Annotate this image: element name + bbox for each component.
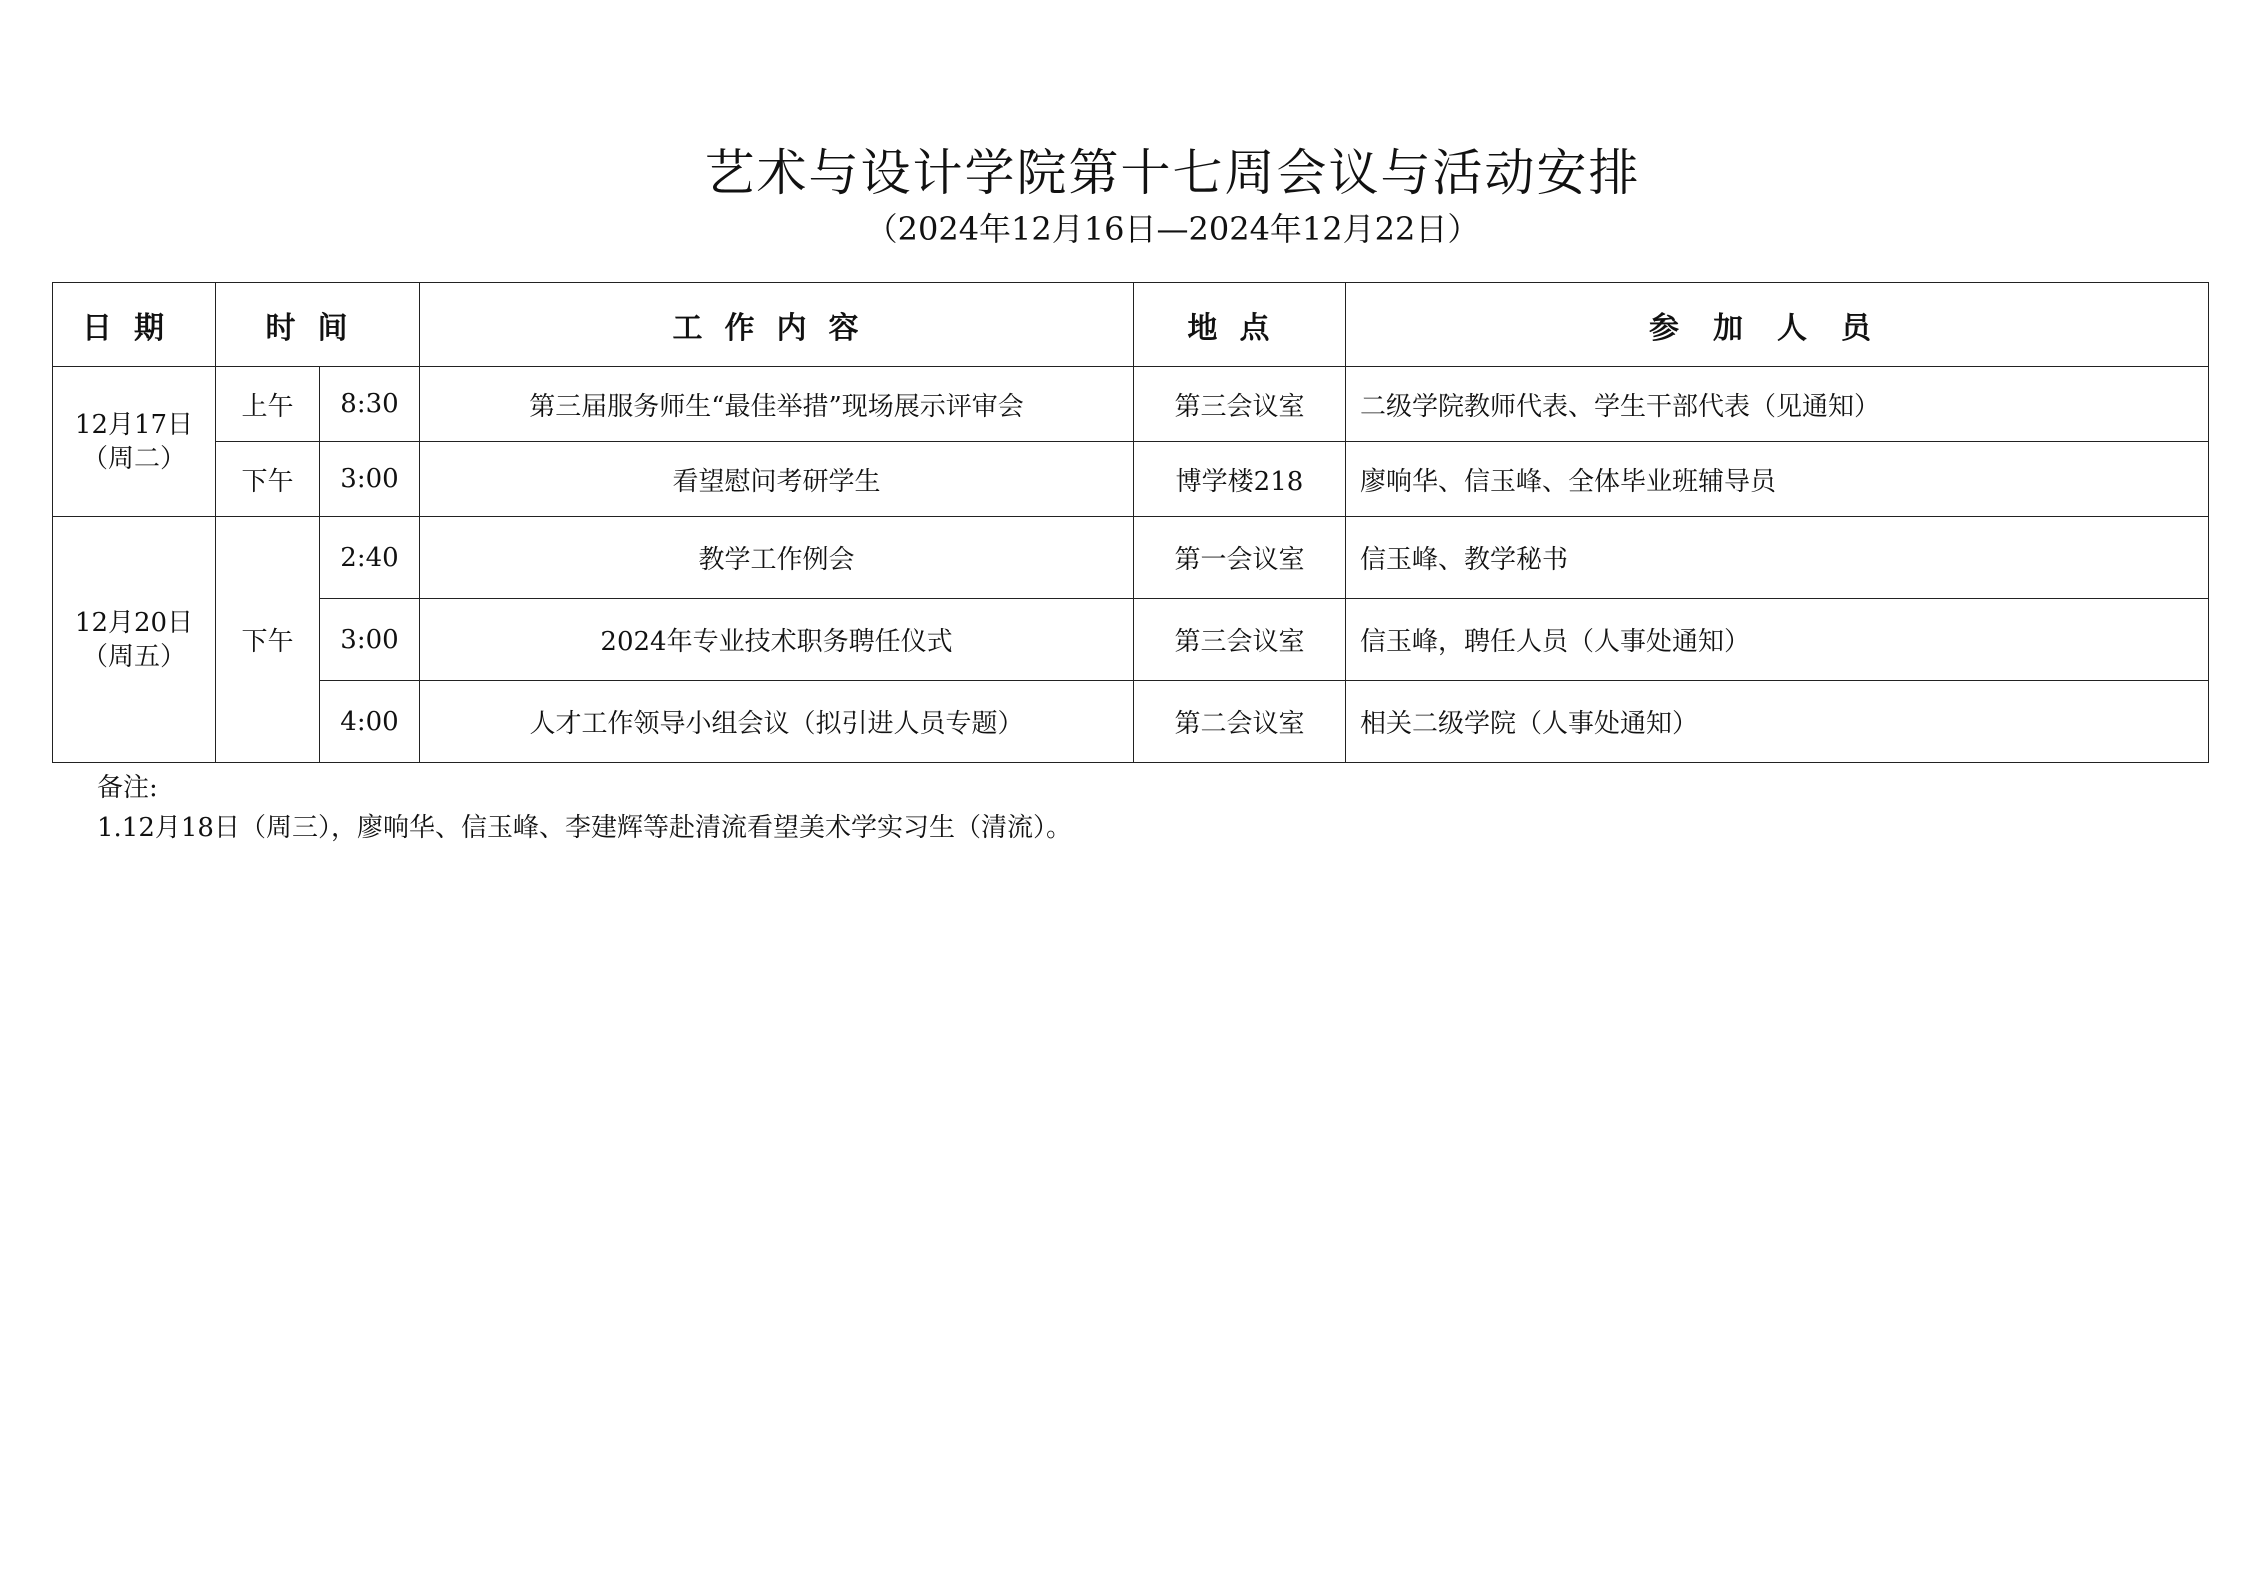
people-cell: 信玉峰，聘任人员（人事处通知） xyxy=(1346,599,2209,681)
period-cell: 上午 xyxy=(216,367,320,442)
table-header-row xyxy=(53,283,2209,367)
content-cell: 教学工作例会 xyxy=(420,517,1134,599)
people-cell: 信玉峰、教学秘书 xyxy=(1346,517,2209,599)
content-cell: 看望慰问考研学生 xyxy=(420,442,1134,517)
period-cell: 下午 xyxy=(216,442,320,517)
header-people: 参加人员 xyxy=(1346,283,2209,367)
header-date: 日期 xyxy=(53,283,216,367)
weekday-text: （周二） xyxy=(81,443,186,474)
location-cell: 博学楼218 xyxy=(1134,442,1346,517)
date-text: 12月20日 xyxy=(74,607,194,638)
people-cell: 廖响华、信玉峰、全体毕业班辅导员 xyxy=(1346,442,2209,517)
content-cell: 人才工作领导小组会议（拟引进人员专题） xyxy=(420,681,1134,763)
people-cell: 二级学院教师代表、学生干部代表（见通知） xyxy=(1346,367,2209,442)
table-row xyxy=(53,367,2209,442)
period-cell: 下午 xyxy=(216,517,320,763)
note-item: 1.12月18日（周三），廖响华、信玉峰、李建辉等赴清流看望美术学实习生（清流）。 xyxy=(97,813,1072,843)
location-cell: 第三会议室 xyxy=(1134,367,1346,442)
people-cell: 相关二级学院（人事处通知） xyxy=(1346,681,2209,763)
table-row xyxy=(53,517,2209,599)
time-cell: 8:30 xyxy=(320,367,420,442)
page-title: 艺术与设计学院第十七周会议与活动安排 xyxy=(704,144,1641,202)
time-cell: 2:40 xyxy=(320,517,420,599)
header-time: 时间 xyxy=(216,283,420,367)
content-cell: 第三届服务师生“最佳举措”现场展示评审会 xyxy=(420,367,1134,442)
header-content: 工作内容 xyxy=(420,283,1134,367)
notes-label: 备注: xyxy=(97,773,158,803)
date-range-subtitle: （2024年12月16日—2024年12月22日） xyxy=(865,210,1480,248)
date-cell xyxy=(53,517,216,763)
time-cell: 3:00 xyxy=(320,442,420,517)
header-location: 地点 xyxy=(1134,283,1346,367)
weekday-text: （周五） xyxy=(81,641,186,672)
date-text: 12月17日 xyxy=(74,409,194,440)
table-row xyxy=(53,599,2209,681)
notes-section xyxy=(97,768,1072,848)
date-cell xyxy=(53,367,216,517)
content-cell: 2024年专业技术职务聘任仪式 xyxy=(420,599,1134,681)
table-row xyxy=(53,681,2209,763)
table-row xyxy=(53,442,2209,517)
time-cell: 4:00 xyxy=(320,681,420,763)
location-cell: 第三会议室 xyxy=(1134,599,1346,681)
schedule-table xyxy=(52,282,2209,763)
location-cell: 第一会议室 xyxy=(1134,517,1346,599)
time-cell: 3:00 xyxy=(320,599,420,681)
location-cell: 第二会议室 xyxy=(1134,681,1346,763)
